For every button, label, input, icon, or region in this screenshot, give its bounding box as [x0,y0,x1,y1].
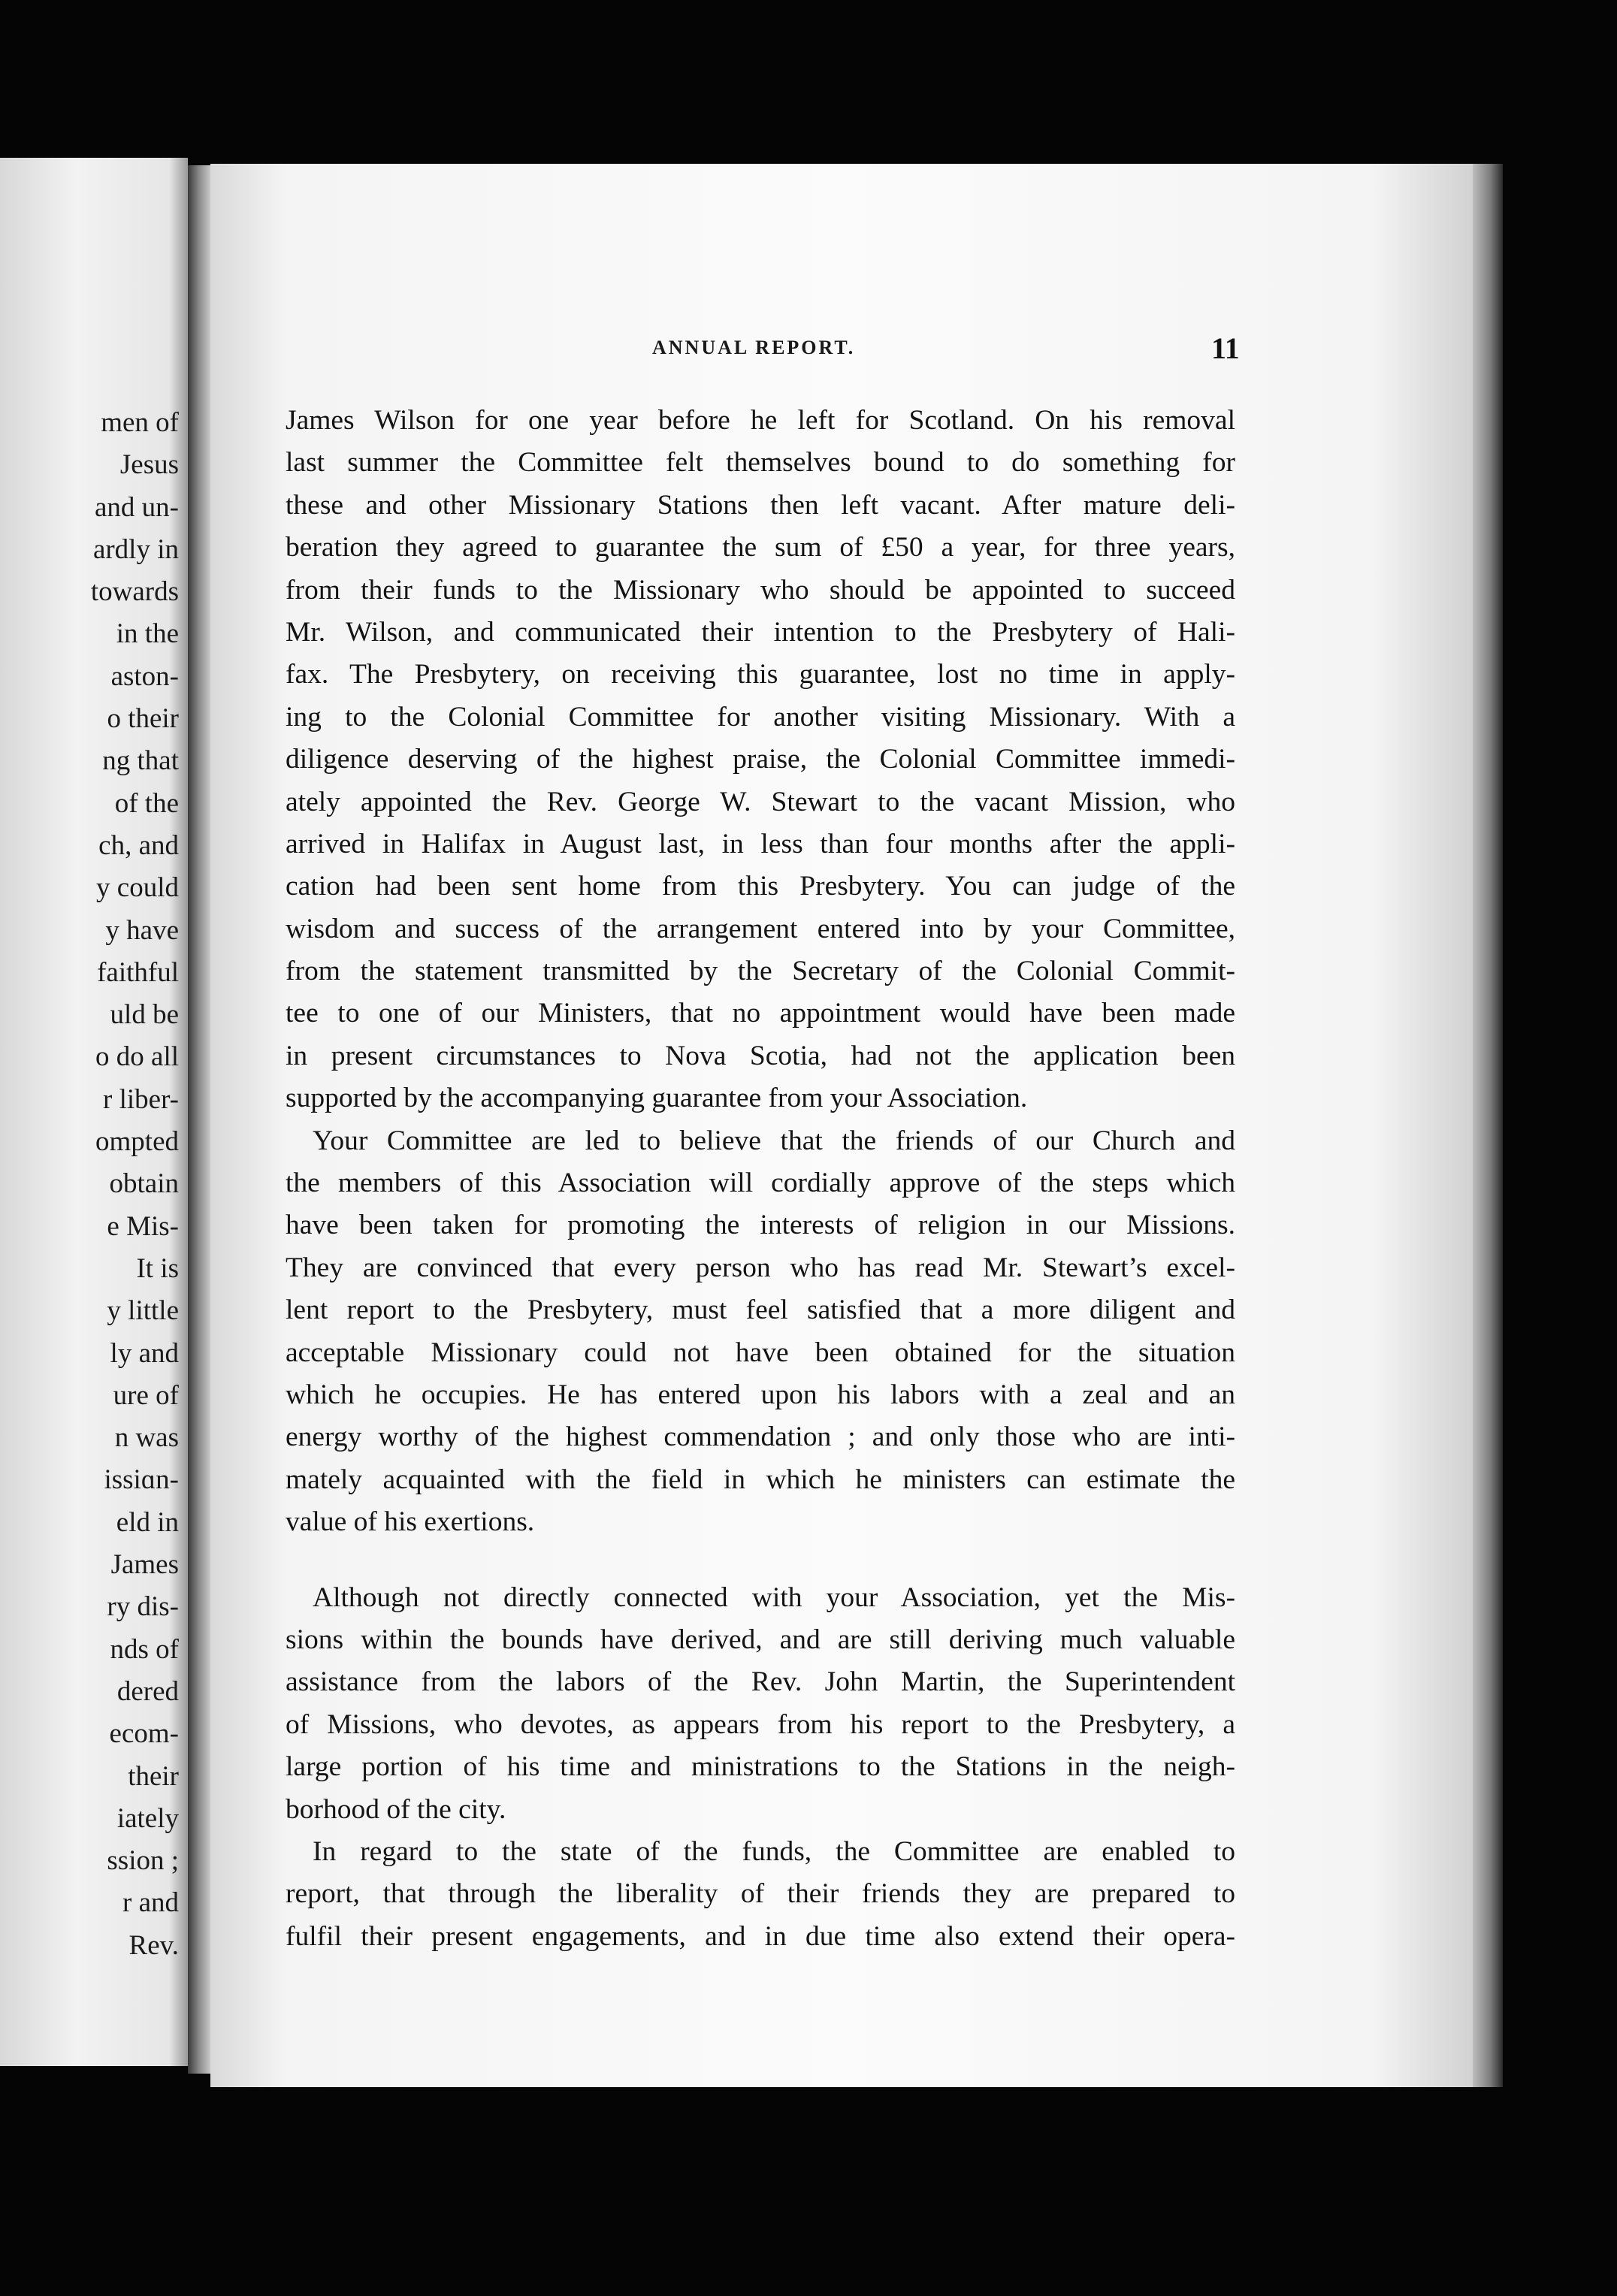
text-line: of Missions, who devotes, as appears from his report to the Presbytery, a [286,1708,1235,1740]
text-line: tee to one of our Ministers, that no appointment would have been made [286,998,1235,1029]
left-page-line: e Mis- [107,1210,179,1242]
page-edge [1473,164,1503,2087]
text-line: assistance from the labors of the Rev. John Martin, the Superintendent [286,1666,1235,1698]
left-page-line: y little [107,1295,179,1327]
left-page-line: y could [96,872,179,904]
left-page-line: and un- [95,491,179,523]
text-line: Although not directly connected with your Association, yet the Mis- [313,1582,1235,1613]
text-line: borhood of the city. [286,1793,506,1825]
text-line: from their funds to the Missionary who should be appointed to succeed [286,574,1235,606]
left-page [0,158,188,2066]
left-page-line: ardly in [92,533,179,565]
left-page-line: ompted [95,1126,179,1158]
left-page-line: r and [122,1887,179,1919]
page-number: 11 [1211,331,1240,365]
left-page-line: uld be [110,999,179,1031]
left-page-line: ry dis- [107,1591,179,1623]
text-line: In regard to the state of the funds, the Committee are enabled to [313,1835,1235,1867]
left-page-line: of the [114,787,179,819]
left-page-line: y have [105,914,179,946]
text-line: Your Committee are led to believe that the friends of our Church and [313,1125,1235,1156]
left-page-line: issiɑn- [104,1464,179,1496]
paragraph-4 [286,1831,1235,1958]
left-page-line: ecom- [109,1718,179,1750]
left-page-line: o do all [95,1041,179,1073]
book-gutter [188,165,210,2074]
text-line: these and other Missionary Stations then left vacant. After mature deli- [286,489,1235,521]
left-page-line: nds of [110,1633,179,1665]
text-line: James Wilson for one year before he left for Scotland. On his removal [286,405,1235,436]
text-line: beration they agreed to guarantee the sum of £50 a year, for three years, [286,532,1235,563]
paragraph-gap [286,1544,1235,1577]
left-page-line: dered [116,1675,179,1707]
left-page-line: eld in [116,1506,179,1538]
left-page-line: ng that [102,745,179,777]
text-line: supported by the accompanying guarantee from your Association. [286,1083,1028,1114]
text-line: the members of this Association will cordially approve of the steps which [286,1168,1235,1199]
left-page-line: obtain [109,1168,179,1200]
left-page-line: James [110,1549,179,1581]
text-line: wisdom and success of the arrangement entered into by your Committee, [286,913,1235,944]
text-line: acceptable Missionary could not have been obtained for the situation [286,1337,1235,1368]
text-line: sions within the bounds have derived, and are still deriving much valuable [286,1624,1235,1655]
left-page-line: Rev. [128,1929,179,1961]
left-page-line: iately [116,1802,179,1834]
left-page-line: men of [101,407,179,438]
paragraph-2 [286,1120,1235,1544]
text-line: last summer the Committee felt themselves bound to do something for [286,447,1235,479]
left-page-line: faithful [97,956,179,988]
left-page-line: aston- [110,660,179,692]
text-line: value of his exertions. [286,1506,535,1538]
left-page-line: ly and [110,1337,179,1369]
left-page-line: in the [116,618,179,650]
left-page-line: o their [107,703,179,735]
left-page-line: ch, and [98,829,179,861]
text-line: have been taken for promoting the interests of religion in our Missions. [286,1210,1235,1241]
running-title: ANNUAL REPORT. [652,337,856,358]
left-page-text [0,402,179,1967]
left-page-line: r liber- [103,1083,179,1115]
text-line: ing to the Colonial Committee for another visiting Missionary. With a [286,701,1235,733]
text-line: arrived in Halifax in August last, in less than four months after the appli- [286,828,1235,859]
left-page-line: ure of [113,1379,179,1411]
text-line: report, that through the liberality of their friends they are prepared to [286,1878,1235,1910]
paragraph-1 [286,400,1235,1120]
text-line: Mr. Wilson, and communicated their intention to the Presbytery of Hali- [286,616,1235,648]
text-line: from the statement transmitted by the Secretary of the Colonial Commit- [286,956,1235,987]
left-page-line: n was [114,1422,179,1454]
left-page-line: ssion ; [107,1845,179,1877]
text-line: energy worthy of the highest commendation ; and only those who are inti- [286,1421,1235,1453]
text-line: which he occupies. He has entered upon his labors with a zeal and an [286,1379,1235,1410]
left-page-line: towards [90,576,179,608]
text-line: in present circumstances to Nova Scotia, had not the application been [286,1040,1235,1071]
left-page-line: Jesus [119,449,179,481]
text-line: fax. The Presbytery, on receiving this guarantee, lost no time in apply- [286,659,1235,690]
text-line: diligence deserving of the highest praise, the Colonial Committee immedi- [286,744,1235,775]
text-line: mately acquainted with the field in which he ministers can estimate the [286,1464,1235,1495]
text-line: cation had been sent home from this Presbytery. You can judge of the [286,871,1235,902]
body-text [286,400,1235,1958]
text-line: They are convinced that every person who has read Mr. Stewart’s excel- [286,1252,1235,1283]
text-line: lent report to the Presbytery, must feel satisfied that a more diligent and [286,1295,1235,1326]
text-line: ately appointed the Rev. George W. Stewart to the vacant Mission, who [286,786,1235,817]
left-page-line: It is [136,1252,179,1284]
paragraph-3 [286,1577,1235,1831]
left-page-line: their [128,1760,179,1792]
text-line: fulfil their present engagements, and in due time also extend their opera- [286,1920,1235,1952]
text-line: large portion of his time and ministrations to the Stations in the neigh- [286,1751,1235,1783]
